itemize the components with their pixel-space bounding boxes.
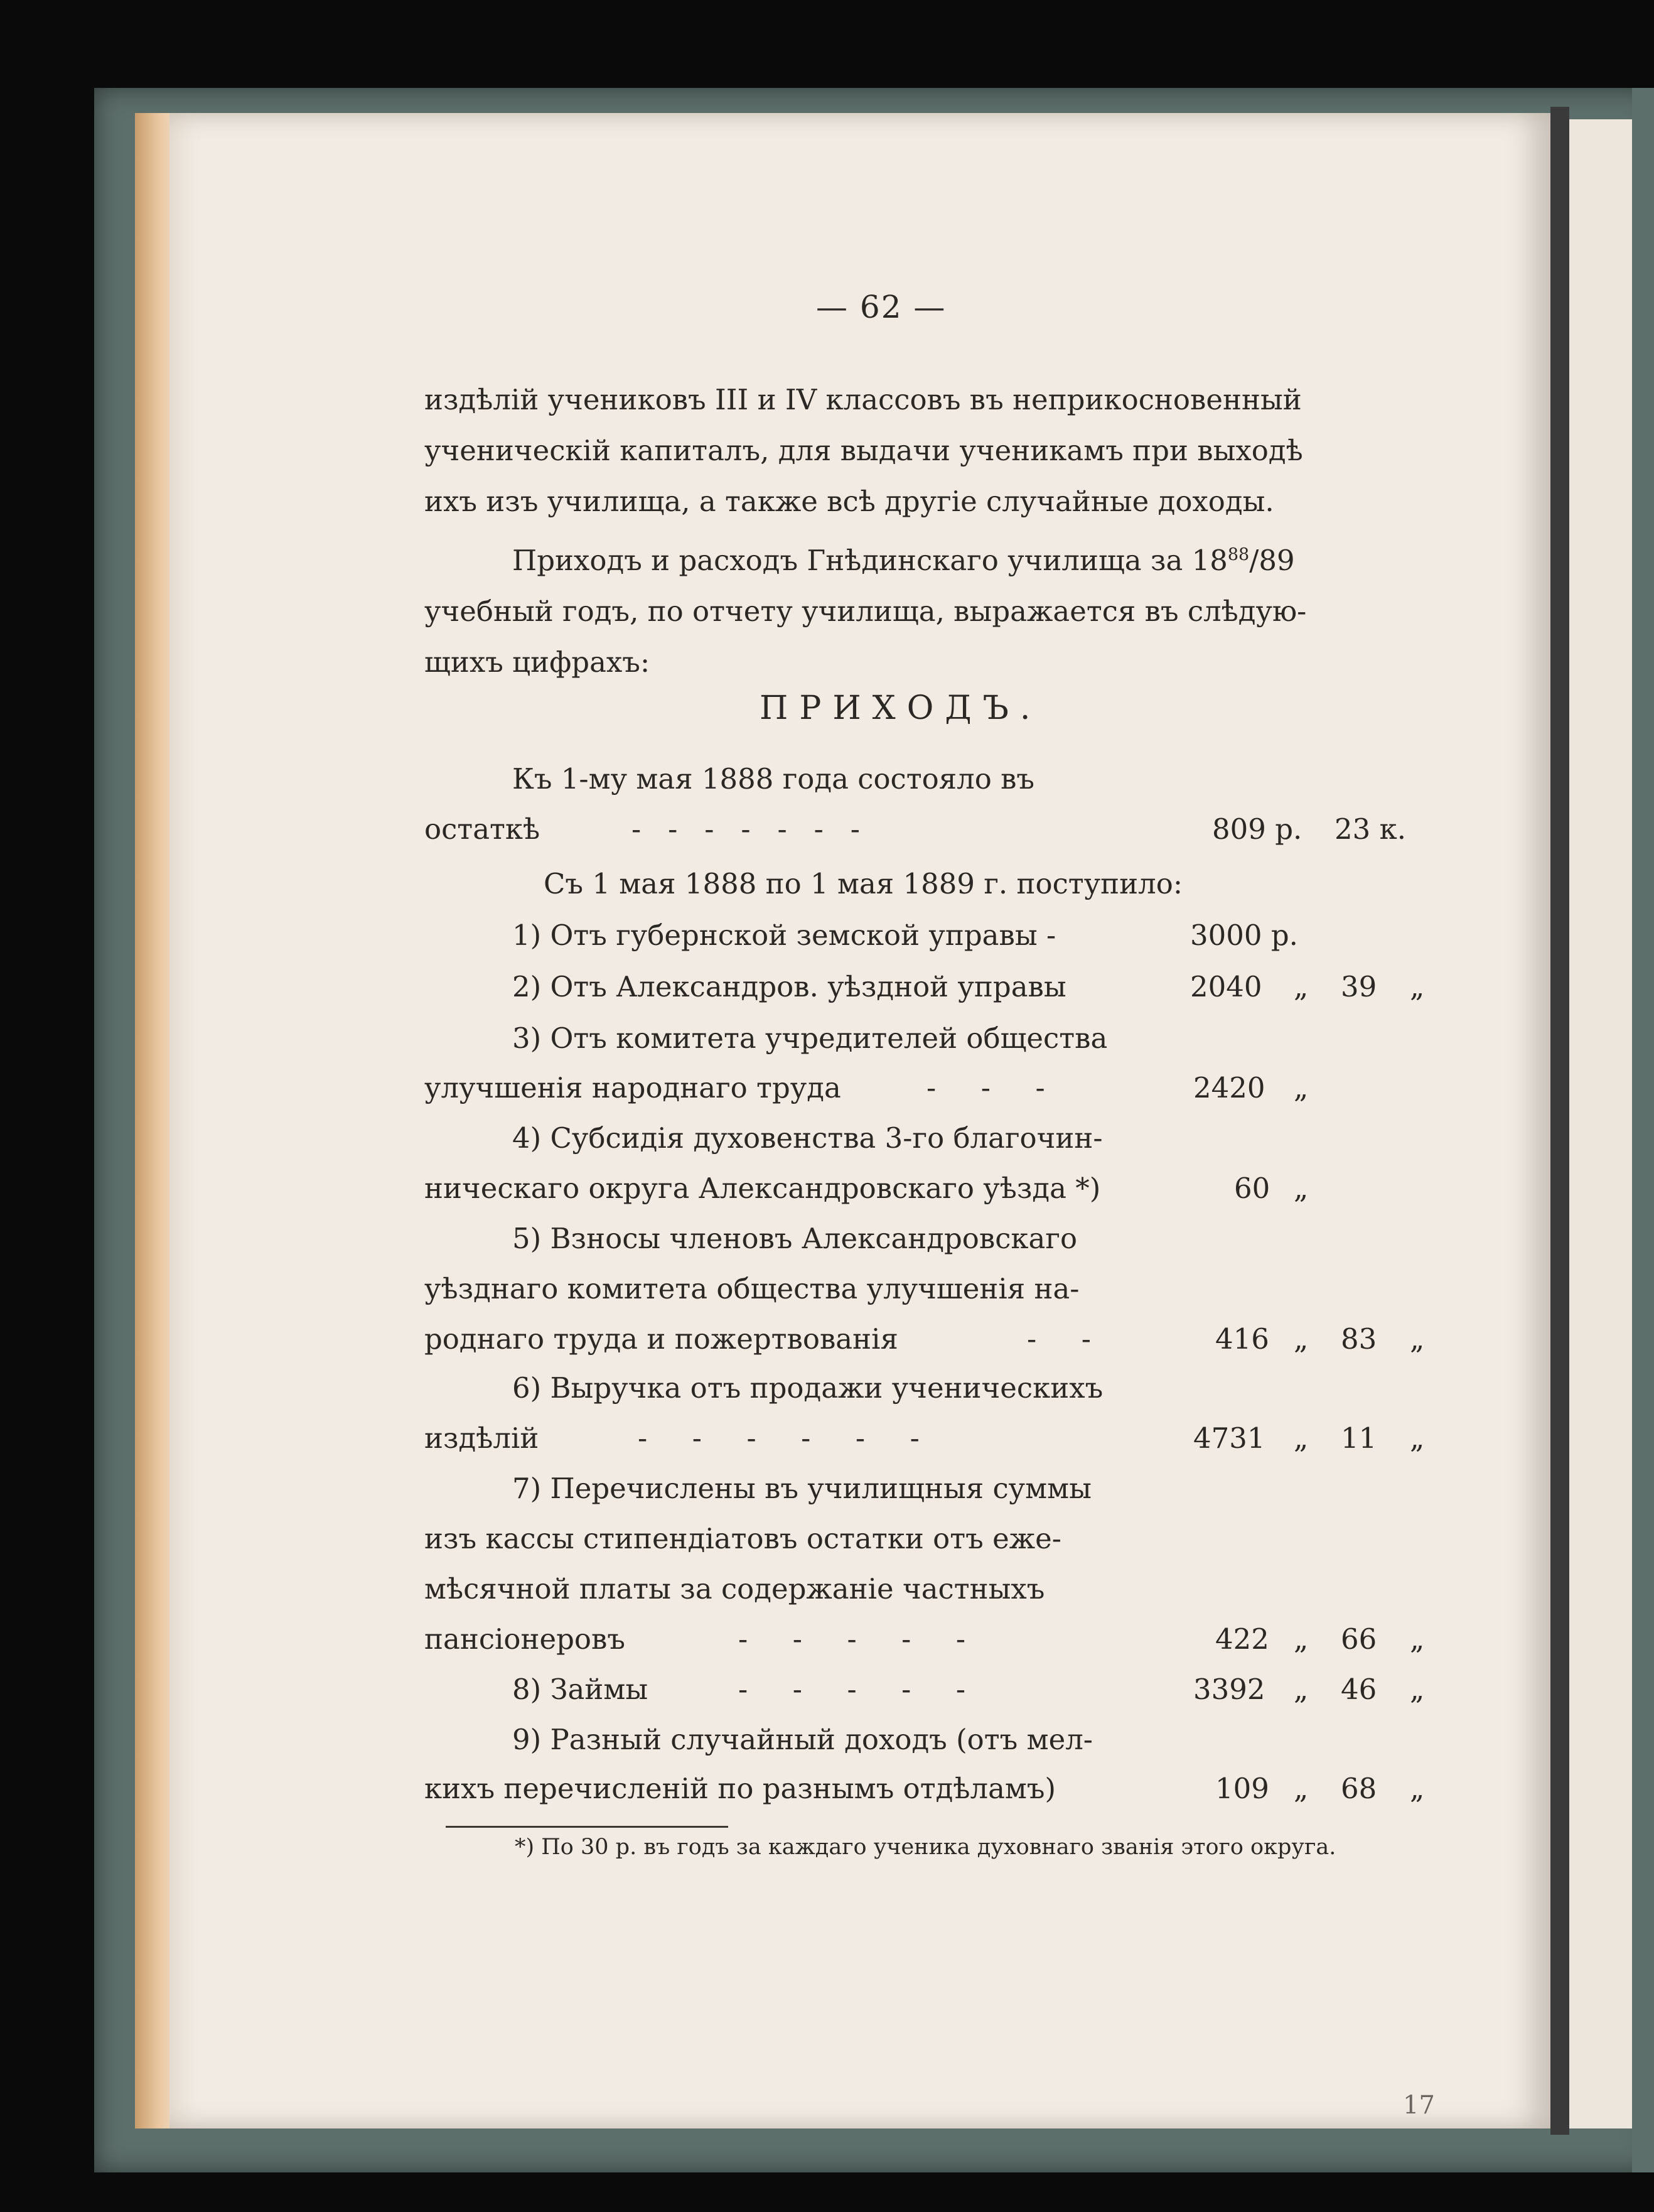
- income-item-cont: [424, 1763, 1429, 1814]
- rubles-value: 3392: [1193, 1673, 1265, 1706]
- kopecks-value: 83: [1341, 1322, 1377, 1356]
- ditto-mark: „: [1294, 1322, 1309, 1356]
- summary-line: [424, 529, 1422, 586]
- item-label: 9) Разный случайный доходъ (отъ мел-: [512, 1723, 1093, 1756]
- rubles-value: 2420: [1193, 1071, 1265, 1104]
- intro-line: ученическій капиталъ, для выдачи ученикамъ при выходѣ: [424, 434, 1303, 467]
- rubles-value: 416: [1215, 1322, 1269, 1356]
- opening-balance-row: [424, 804, 1429, 855]
- ditto-mark: „: [1294, 1622, 1309, 1656]
- item-label: 5) Взносы членовъ Александровскаго: [512, 1222, 1078, 1255]
- item-label: 2) Отъ Александров. уѣздной управы: [512, 970, 1066, 1003]
- item-label-cont: кихъ перечисленій по разнымъ отдѣламъ): [424, 1772, 1056, 1805]
- income-item-cont: [424, 1513, 1429, 1564]
- leader-dashes: - - - - -: [738, 1622, 966, 1656]
- rubles-value: 60: [1234, 1172, 1270, 1205]
- income-item: [424, 1113, 1429, 1163]
- item-label-cont: мѣсячной платы за содержаніе частныхъ: [424, 1572, 1045, 1605]
- ditto-mark: „: [1294, 1673, 1309, 1706]
- kopecks-value: 46: [1341, 1673, 1377, 1706]
- income-item: [424, 1664, 1429, 1715]
- ditto-mark: „: [1410, 1322, 1425, 1356]
- income-item: [424, 1362, 1429, 1413]
- book-gutter: [1550, 107, 1569, 2135]
- ditto-mark: „: [1410, 1622, 1425, 1656]
- intro-line: издѣлій учениковъ III и IV классовъ въ неприкосновенный: [424, 383, 1302, 416]
- income-item: [424, 1714, 1429, 1765]
- footnote: *) По 30 р. въ годъ за каждаго ученика духовнаго званія этого округа.: [515, 1835, 1336, 1860]
- income-item-cont: [424, 1062, 1429, 1113]
- income-item-cont: [424, 1614, 1429, 1664]
- page-number: — 62 —: [816, 289, 947, 325]
- book-cover-right: [1632, 88, 1654, 2172]
- item-label: 8) Займы: [512, 1673, 648, 1706]
- item-label-cont: роднаго труда и пожертвованія: [424, 1322, 898, 1356]
- item-label-cont: улучшенія народнаго труда: [424, 1071, 841, 1104]
- item-label: 7) Перечислены въ училищныя суммы: [512, 1472, 1092, 1505]
- ditto-mark: „: [1294, 1772, 1309, 1805]
- page-corner-mark: 17: [1403, 2091, 1435, 2120]
- rubles-value: 3000 р.: [1190, 919, 1298, 952]
- item-label-cont: пансіонеровъ: [424, 1622, 625, 1656]
- year-rest: /89: [1249, 544, 1295, 577]
- kopecks-value: 23 к.: [1334, 812, 1406, 846]
- ditto-mark: „: [1410, 1673, 1425, 1706]
- income-item: [424, 1463, 1429, 1514]
- income-item-cont: [424, 1413, 1429, 1464]
- period-text: Съ 1 мая 1888 по 1 мая 1889 г. поступило:: [544, 867, 1183, 900]
- ditto-mark: „: [1294, 1071, 1309, 1104]
- rubles-value: 4731: [1193, 1422, 1265, 1455]
- item-label-cont: изъ кассы стипендіатовъ остатки отъ еже-: [424, 1522, 1061, 1555]
- kopecks-value: 68: [1341, 1772, 1377, 1805]
- footnote-divider: [446, 1826, 728, 1828]
- year-superscript: 88: [1227, 545, 1250, 564]
- kopecks-value: 39: [1341, 970, 1377, 1003]
- income-item: [424, 961, 1429, 1012]
- period-row: [424, 858, 1429, 909]
- section-heading: ПРИХОДЪ.: [760, 689, 1042, 727]
- intro-paragraph: [424, 374, 1422, 527]
- opening-label: остаткѣ: [424, 812, 540, 846]
- income-item-cont: [424, 1563, 1429, 1614]
- summary-line: учебный годъ, по отчету училища, выражается въ слѣдую-: [424, 595, 1307, 628]
- kopecks-value: 66: [1341, 1622, 1377, 1656]
- item-label: 1) Отъ губернской земской управы -: [512, 919, 1056, 952]
- leader-dashes: - - - - - -: [638, 1422, 920, 1455]
- ditto-mark: „: [1294, 1422, 1309, 1455]
- income-item: [424, 1213, 1429, 1264]
- summary-paragraph: [424, 529, 1422, 688]
- item-label: 4) Субсидія духовенства 3-го благочин-: [512, 1121, 1103, 1155]
- rubles-value: 2040: [1190, 970, 1262, 1003]
- ditto-mark: „: [1294, 1172, 1309, 1205]
- rubles-value: 422: [1215, 1622, 1269, 1656]
- kopecks-value: 11: [1341, 1422, 1377, 1455]
- item-label: 3) Отъ комитета учредителей общества: [512, 1022, 1108, 1055]
- ditto-mark: „: [1294, 970, 1309, 1003]
- income-item: [424, 1013, 1429, 1064]
- income-item: [424, 910, 1429, 961]
- leader-dashes: - - -: [926, 1071, 1045, 1104]
- ditto-mark: „: [1410, 1772, 1425, 1805]
- leader-dashes: - - - - -: [738, 1673, 966, 1706]
- income-item-cont: [424, 1263, 1429, 1314]
- item-label: 6) Выручка отъ продажи ученическихъ: [512, 1371, 1104, 1405]
- opening-text: Къ 1-му мая 1888 года состояло въ: [512, 762, 1035, 796]
- leader-dashes: - - - - - - -: [631, 812, 860, 846]
- ditto-mark: „: [1410, 1422, 1425, 1455]
- item-label-cont: издѣлій: [424, 1422, 539, 1455]
- intro-line: ихъ изъ училища, а также всѣ другіе случайные доходы.: [424, 485, 1274, 518]
- item-label-cont: ническаго округа Александровскаго уѣзда *): [424, 1172, 1101, 1205]
- rubles-value: 809 р.: [1212, 812, 1302, 846]
- item-label-cont: уѣзднаго комитета общества улучшенія на-: [424, 1272, 1080, 1305]
- leader-dashes: - -: [1027, 1322, 1091, 1356]
- summary-line-text: Приходъ и расходъ Гнѣдинскаго училища за 18: [512, 544, 1228, 577]
- summary-line: щихъ цифрахъ:: [424, 645, 650, 679]
- ditto-mark: „: [1410, 970, 1425, 1003]
- income-item-cont: [424, 1163, 1429, 1214]
- rubles-value: 109: [1215, 1772, 1269, 1805]
- income-item-cont: [424, 1314, 1429, 1364]
- opening-line: [424, 753, 1429, 804]
